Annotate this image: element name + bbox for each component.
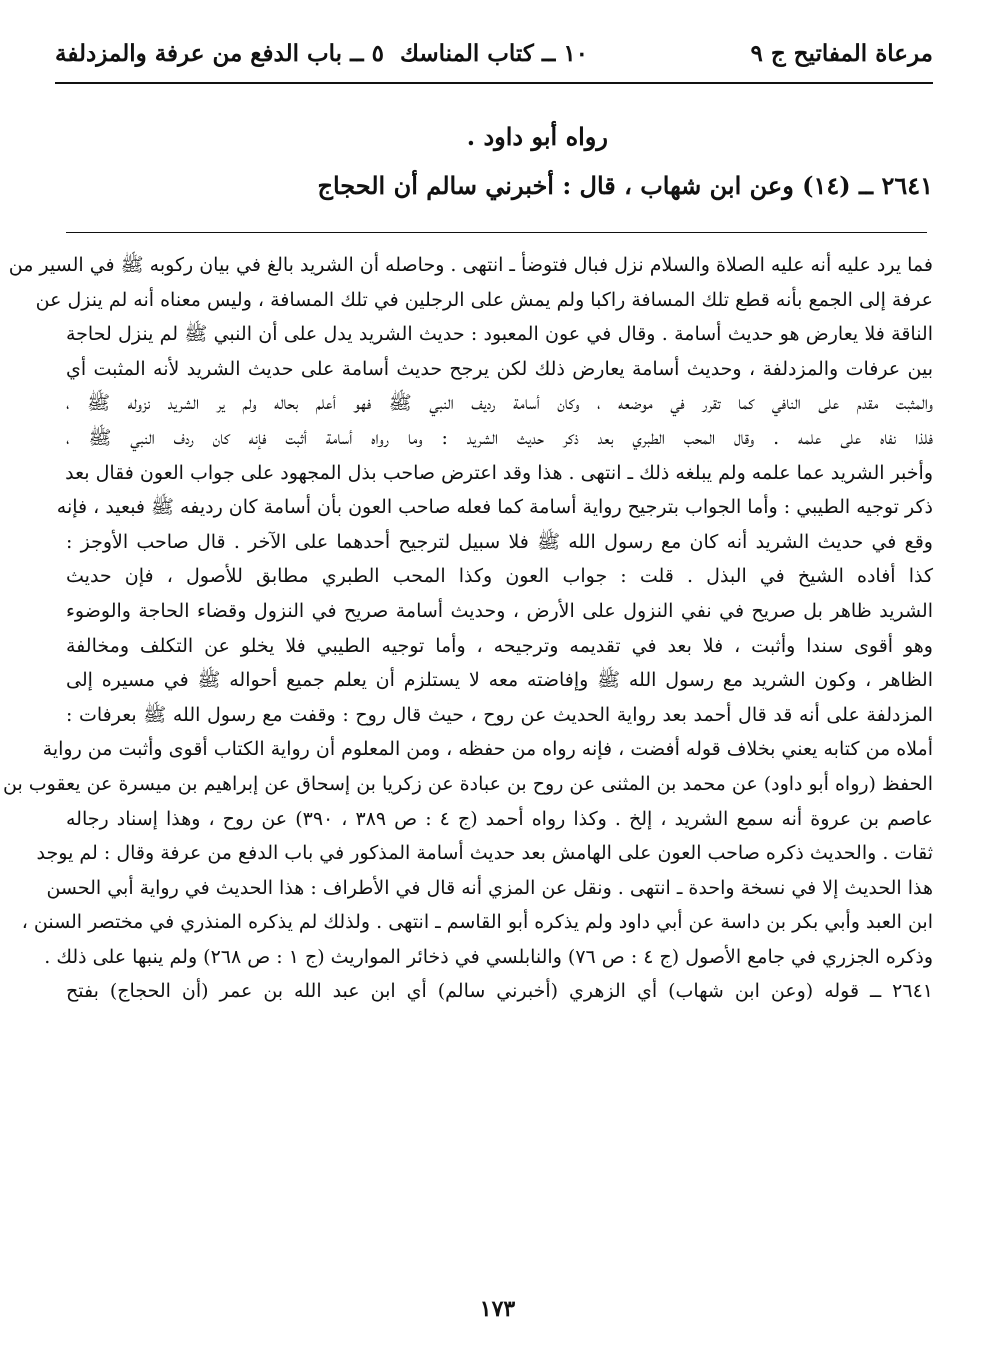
header-section: ٥ ــ باب الدفع من عرفة والمزدلفة — [55, 40, 384, 67]
commentary-line: فلذا نفاه على علمه . وقال المحب الطبري بعد ذكر حديث الشريد : وما رواه أسامة أثبت فإنه كان ردف النبي ﷺ ، — [66, 426, 933, 449]
commentary-line: وأخبر الشريد عما علمه ولم يبلغه ذلك ـ انتهى . هذا وقد اعترض صاحب بذل المجهود على جواب العون فقال بعد — [65, 461, 933, 484]
header-book-title: مرعاة المفاتيح ج ٩ — [750, 40, 933, 67]
commentary-line: بين عرفات والمزدلفة ، وحديث أسامة يعارض ذلك لكن يرجح حديث أسامة على حديث الشريد لأنه المثبت أي — [66, 357, 933, 380]
hadith-text — [55, 122, 933, 220]
commentary-line: وهو أقوى سندا وأثبت ، فلا بعد في تقديمه وترجيحه ، وأما توجيه الطيبي فلا يخلو عن التكلف ومخالفة — [66, 634, 933, 657]
commentary-line: عرفة إلى الجمع بأنه قطع تلك المسافة راكبا ولم يمش على الرجلين في تلك المسافة ، وليس معناه أنه لم ينزل عن — [35, 288, 933, 311]
commentary-line: ابن العبد وأبي بكر بن داسة عن أبي داود ولم يذكره أبو القاسم ـ انتهى . ولذلك لم يذكره المنذري في مختصر السنن ، — [21, 911, 933, 934]
commentary-line: الحفظ (رواه أبو داود) عن محمد بن المثنى عن روح بن عبادة عن زكريا بن إسحاق عن إبراهيم بن ميسرة عن يعقوب بن — [3, 772, 933, 795]
header-chapter: ١٠ ــ كتاب المناسك — [399, 40, 589, 67]
commentary-line: المزدلفة على أنه قد قال أحمد بعد رواية الحديث عن روح ، حيث قال روح : وقفت مع رسول الله ﷺ بعرفات : — [66, 703, 933, 726]
commentary-line: ذكر توجيه الطيبي : وأما الجواب بترجيح رواية أسامة كما فعله صاحب العون بأن أسامة كان رديفه ﷺ فبعيد ، فإنه — [56, 496, 933, 519]
commentary-text — [3, 248, 933, 1009]
commentary-line: الناقة فلا يعارض هو حديث أسامة . وقال في عون المعبود : حديث الشريد يدل على أن النبي ﷺ لم ينزل لحاجة — [66, 323, 933, 346]
hadith-line-1: رواه أبو داود . — [466, 122, 608, 151]
header-rule — [55, 82, 933, 84]
hadith-line-2: ٢٦٤١ ــ (١٤) وعن ابن شهاب ، قال : أخبرني سالم أن الحجاج — [317, 171, 933, 200]
commentary-line: وقع في حديث الشريد أنه كان مع رسول الله ﷺ فلا سبيل لترجيح أحدهما على الآخر . قال صاحب الأوجز : — [66, 530, 933, 553]
running-header — [55, 40, 933, 82]
page-number: ١٧٣ — [479, 1296, 516, 1322]
commentary-line: ٢٦٤١ ــ قوله (وعن ابن شهاب) أي الزهري (أخبرني سالم) أي ابن عبد الله بن عمر (أن الحجاج) بفتح — [66, 980, 933, 1003]
commentary-line: أملاه من كتابه يعني بخلاف قوله أفضت ، فإنه رواه من حفظه ، ومن المعلوم أن رواية الكتاب أقوى وأثبت من رواية — [42, 738, 933, 761]
commentary-line: عاصم بن عروة أنه سمع الشريد ، إلخ . وكذا رواه أحمد (ج ٤ : ص ٣٨٩ ، ٣٩٠) عن روح ، وهذا إسناد رجاله — [66, 807, 933, 830]
commentary-separator — [66, 232, 927, 233]
commentary-line: والمثبت مقدم على النافي كما تقرر في موضعه ، وكان أسامة رديف النبي ﷺ فهو أعلم بحاله ولم ير الشريد نزوله ﷺ ، — [66, 392, 933, 415]
commentary-line: الظاهر ، وكون الشريد مع رسول الله ﷺ وإفاضته معه لا يستلزم أن يعلم جميع أحواله ﷺ في مسيره إلى — [66, 669, 933, 692]
commentary-line: الشريد ظاهر بل صريح في نفي النزول على الأرض ، وحديث أسامة صريح في النزول وقضاء الحاجة والوضوء — [66, 599, 933, 622]
commentary-line: كذا أفاده الشيخ في البذل . قلت : جواب العون وكذا المحب الطبري مطابق للأصول ، فإن حديث — [66, 565, 933, 588]
commentary-line: ثقات . والحديث ذكره صاحب العون على الهامش بعد حديث أسامة المذكور في باب الدفع من عرفة وقال : لم يوجد — [36, 842, 933, 865]
commentary-line: وذكره الجزري في جامع الأصول (ج ٤ : ص ٧٦) والنابلسي في ذخائر المواريث (ج ١ : ص ٢٦٨) ولم ينبها على ذلك . — [44, 945, 933, 968]
commentary-line: فما يرد عليه أنه عليه الصلاة والسلام نزل فبال فتوضأ ـ انتهى . وحاصله أن الشريد بالغ في بيان ركوبه ﷺ في السير من — [8, 254, 933, 276]
commentary-line: هذا الحديث إلا في نسخة واحدة ـ انتهى . ونقل عن المزي أنه قال في الأطراف : هذا الحديث في رواية أبي الحسن — [46, 876, 933, 899]
